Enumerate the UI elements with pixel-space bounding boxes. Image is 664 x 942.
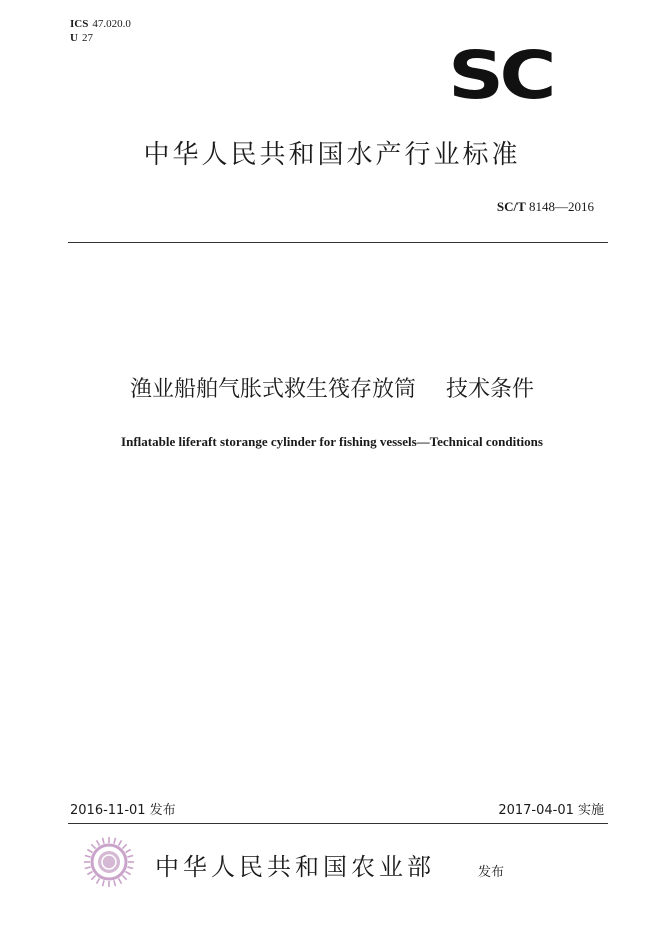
implement-date: 2017-04-01 实施 — [498, 803, 604, 818]
ics-code: 47.020.0 — [92, 18, 131, 30]
publisher-name: 中华人民共和国农业部 — [155, 853, 435, 881]
class-line — [70, 31, 131, 45]
ics-line — [70, 17, 131, 31]
standard-number-value: 8148—2016 — [529, 199, 594, 214]
bottom-divider — [68, 823, 608, 824]
category-title: 中华人民共和国水产行业标准 — [143, 140, 521, 170]
class-code: 27 — [81, 32, 93, 44]
issue-date: 2016-11-01 发布 — [70, 803, 176, 818]
chinese-title-part2: 技术条件 — [446, 377, 535, 402]
publisher-action: 发布 — [478, 865, 505, 880]
class-label: U — [70, 32, 78, 44]
chinese-title-part1: 渔业船舶气胀式救生筏存放筒 — [129, 377, 416, 402]
ics-block — [70, 17, 131, 45]
english-title: Inflatable liferaft storange cylinder for fishing vessels—Technical conditions — [121, 434, 543, 449]
chinese-title — [0, 372, 664, 403]
standard-number-prefix: SC/T — [496, 199, 526, 214]
ministry-emblem-icon — [83, 836, 135, 888]
top-divider — [68, 242, 608, 243]
standard-number — [497, 199, 594, 215]
sc-logo: SC — [448, 37, 552, 114]
ics-label: ICS — [70, 18, 89, 30]
